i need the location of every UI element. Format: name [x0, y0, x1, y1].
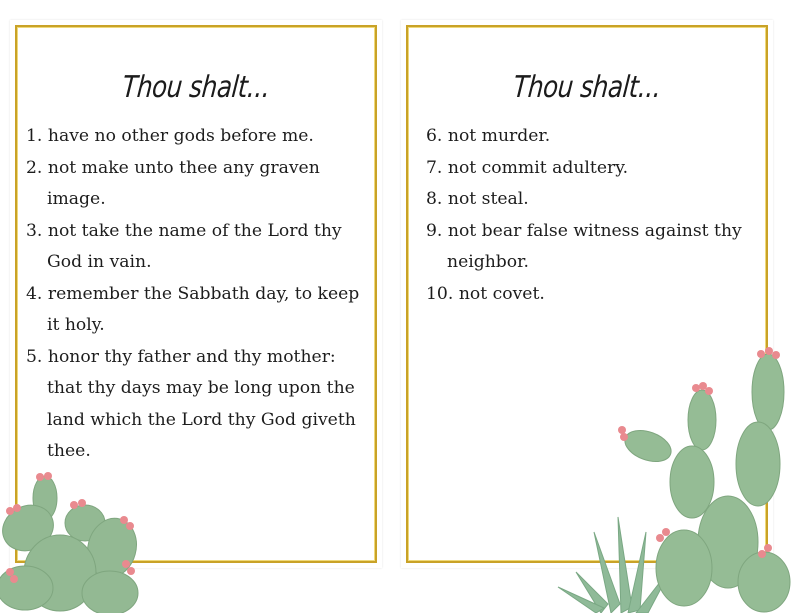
- commandment-list: [426, 121, 763, 310]
- cactus-right-icon: [556, 342, 794, 613]
- list-item: 1. have no other gods before me.: [26, 126, 314, 146]
- list-item: 3. not take the name of the Lord thy God in vain.: [26, 220, 342, 272]
- list-item: 10. not covet.: [426, 283, 545, 304]
- list-item: 7. not commit adultery.: [426, 157, 629, 178]
- list-item: 6. not murder.: [426, 126, 551, 146]
- list-item: 4. remember the Sabbath day, to keep it holy.: [26, 283, 360, 335]
- cactus-left-icon: [0, 468, 140, 613]
- card-title: Thou shalt...: [120, 70, 272, 105]
- list-item: 8. not steal.: [426, 189, 529, 209]
- commandment-list: [26, 121, 372, 468]
- list-item: 9. not bear false witness against thy neighbor.: [426, 220, 742, 272]
- card-title: Thou shalt...: [511, 70, 663, 105]
- list-item: 5. honor thy father and thy mother: that thy days may be long upon the land which the Lord thy God giveth thee.: [26, 346, 356, 461]
- list-item: 2. not make unto thee any graven image.: [26, 157, 320, 209]
